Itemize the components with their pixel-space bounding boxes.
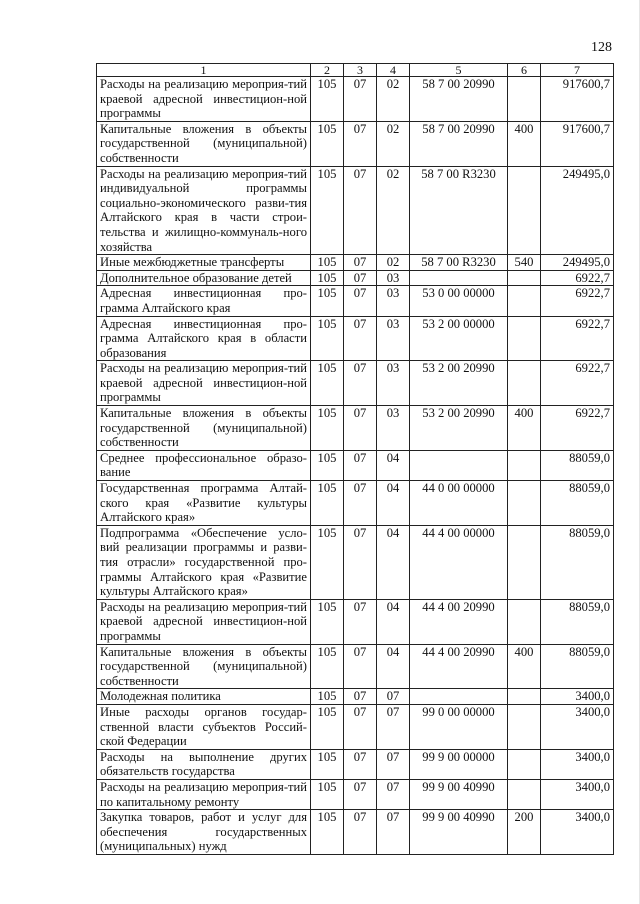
row-amount: 6922,7 [541,286,614,316]
row-expense-type [508,749,541,779]
row-subsection-code: 03 [377,270,410,286]
table-row [97,286,614,316]
row-amount: 3400,0 [541,749,614,779]
row-amount: 3400,0 [541,779,614,809]
row-subsection-code: 03 [377,316,410,361]
row-amount: 88059,0 [541,599,614,644]
row-section-code: 07 [344,286,377,316]
row-subsection-code: 07 [377,704,410,749]
row-name: Расходы на реализацию мероприя-тий индивидуальной программы социально-экономического разви-тия Алтайского края в части строи-тельства и жилищно-коммуналь-ного хозяйства [97,166,311,255]
row-name: Расходы на реализацию мероприя-тий краевой адресной инвестицион-ной программы [97,599,311,644]
row-target-article: 53 2 00 20990 [410,361,508,406]
row-section-code: 07 [344,270,377,286]
table-row [97,121,614,166]
row-amount: 6922,7 [541,361,614,406]
table-row [97,779,614,809]
budget-table [96,63,614,855]
table-row [97,450,614,480]
row-target-article [410,450,508,480]
row-subsection-code: 07 [377,749,410,779]
row-target-article: 53 2 00 00000 [410,316,508,361]
row-subsection-code: 04 [377,450,410,480]
row-name: Государственная программа Алтай-ского края «Развитие культуры Алтайского края» [97,481,311,526]
col-header-3: 3 [344,64,377,77]
row-subsection-code: 03 [377,286,410,316]
col-header-4: 4 [377,64,410,77]
row-ministry-code: 105 [311,270,344,286]
row-target-article: 99 9 00 40990 [410,810,508,855]
row-subsection-code: 07 [377,810,410,855]
row-ministry-code: 105 [311,361,344,406]
row-expense-type [508,689,541,705]
row-section-code: 07 [344,361,377,406]
row-expense-type: 400 [508,406,541,451]
col-header-7: 7 [541,64,614,77]
col-header-1: 1 [97,64,311,77]
row-subsection-code: 07 [377,779,410,809]
row-ministry-code: 105 [311,810,344,855]
row-name: Расходы на реализацию мероприя-тий краевой адресной инвестицион-ной программы [97,361,311,406]
row-expense-type [508,599,541,644]
col-header-2: 2 [311,64,344,77]
row-expense-type [508,316,541,361]
row-amount: 88059,0 [541,481,614,526]
row-subsection-code: 04 [377,644,410,689]
row-expense-type [508,525,541,599]
row-section-code: 07 [344,77,377,122]
table-row [97,316,614,361]
table-row [97,525,614,599]
row-expense-type [508,450,541,480]
row-ministry-code: 105 [311,749,344,779]
row-amount: 249495,0 [541,166,614,255]
row-ministry-code: 105 [311,286,344,316]
row-ministry-code: 105 [311,77,344,122]
row-expense-type [508,286,541,316]
row-expense-type: 400 [508,644,541,689]
row-expense-type [508,361,541,406]
row-ministry-code: 105 [311,689,344,705]
row-section-code: 07 [344,704,377,749]
row-ministry-code: 105 [311,779,344,809]
row-name: Подпрограмма «Обеспечение усло-вий реализации программы и разви-тия отрасли» государственной про-граммы Алтайского края «Развитие культуры Алтайского края» [97,525,311,599]
row-target-article: 58 7 00 20990 [410,121,508,166]
table-row [97,749,614,779]
row-name: Дополнительное образование детей [97,270,311,286]
table-row [97,166,614,255]
row-amount: 88059,0 [541,450,614,480]
row-subsection-code: 04 [377,481,410,526]
row-expense-type: 200 [508,810,541,855]
row-name: Адресная инвестиционная про-грамма Алтайского края в области образования [97,316,311,361]
row-target-article: 58 7 00 20990 [410,77,508,122]
row-expense-type [508,779,541,809]
row-ministry-code: 105 [311,166,344,255]
page-number: 128 [591,40,612,55]
row-subsection-code: 04 [377,525,410,599]
row-ministry-code: 105 [311,406,344,451]
row-expense-type [508,270,541,286]
row-subsection-code: 02 [377,77,410,122]
row-section-code: 07 [344,450,377,480]
table-row [97,644,614,689]
row-name: Расходы на выполнение других обязательств государства [97,749,311,779]
row-target-article [410,689,508,705]
table-row [97,406,614,451]
row-amount: 3400,0 [541,810,614,855]
col-header-6: 6 [508,64,541,77]
row-subsection-code: 03 [377,406,410,451]
row-ministry-code: 105 [311,481,344,526]
row-name: Иные расходы органов государ-ственной власти субъектов Россий-ской Федерации [97,704,311,749]
row-expense-type [508,481,541,526]
row-section-code: 07 [344,525,377,599]
row-name: Капитальные вложения в объекты государственной (муниципальной) собственности [97,121,311,166]
table-row [97,361,614,406]
table-row [97,689,614,705]
row-target-article: 99 9 00 40990 [410,779,508,809]
row-section-code: 07 [344,810,377,855]
row-section-code: 07 [344,255,377,271]
table-row [97,481,614,526]
row-name: Расходы на реализацию мероприя-тий по капитальному ремонту [97,779,311,809]
row-target-article: 58 7 00 R3230 [410,255,508,271]
row-amount: 917600,7 [541,121,614,166]
row-ministry-code: 105 [311,316,344,361]
column-number-row [97,64,614,77]
row-ministry-code: 105 [311,599,344,644]
row-section-code: 07 [344,406,377,451]
row-ministry-code: 105 [311,644,344,689]
row-name: Капитальные вложения в объекты государственной (муниципальной) собственности [97,406,311,451]
row-target-article: 58 7 00 R3230 [410,166,508,255]
row-name: Молодежная политика [97,689,311,705]
row-expense-type: 400 [508,121,541,166]
row-target-article: 44 4 00 20990 [410,644,508,689]
row-section-code: 07 [344,121,377,166]
row-amount: 88059,0 [541,644,614,689]
row-amount: 3400,0 [541,689,614,705]
row-target-article: 44 4 00 20990 [410,599,508,644]
row-subsection-code: 04 [377,599,410,644]
row-name: Расходы на реализацию мероприя-тий краевой адресной инвестицион-ной программы [97,77,311,122]
table-row [97,255,614,271]
row-amount: 6922,7 [541,270,614,286]
row-section-code: 07 [344,644,377,689]
row-amount: 249495,0 [541,255,614,271]
row-expense-type [508,166,541,255]
row-target-article: 99 0 00 00000 [410,704,508,749]
row-target-article: 44 4 00 00000 [410,525,508,599]
table-row [97,810,614,855]
row-expense-type [508,704,541,749]
col-header-5: 5 [410,64,508,77]
row-section-code: 07 [344,779,377,809]
table-row [97,704,614,749]
row-section-code: 07 [344,599,377,644]
row-amount: 6922,7 [541,316,614,361]
row-section-code: 07 [344,689,377,705]
row-name: Иные межбюджетные трансферты [97,255,311,271]
row-name: Адресная инвестиционная про-грамма Алтайского края [97,286,311,316]
row-name: Капитальные вложения в объекты государственной (муниципальной) собственности [97,644,311,689]
row-amount: 3400,0 [541,704,614,749]
row-subsection-code: 02 [377,121,410,166]
row-target-article: 53 2 00 20990 [410,406,508,451]
row-section-code: 07 [344,749,377,779]
table-row [97,599,614,644]
row-subsection-code: 02 [377,166,410,255]
row-section-code: 07 [344,316,377,361]
row-ministry-code: 105 [311,450,344,480]
table-row [97,77,614,122]
row-ministry-code: 105 [311,255,344,271]
row-target-article: 99 9 00 00000 [410,749,508,779]
row-ministry-code: 105 [311,704,344,749]
row-amount: 6922,7 [541,406,614,451]
row-expense-type [508,77,541,122]
row-name: Среднее профессиональное образо-вание [97,450,311,480]
row-target-article: 44 0 00 00000 [410,481,508,526]
row-subsection-code: 03 [377,361,410,406]
row-section-code: 07 [344,166,377,255]
row-name: Закупка товаров, работ и услуг для обеспечения государственных (муниципальных) нужд [97,810,311,855]
row-expense-type: 540 [508,255,541,271]
table-row [97,270,614,286]
row-subsection-code: 07 [377,689,410,705]
row-ministry-code: 105 [311,121,344,166]
row-target-article: 53 0 00 00000 [410,286,508,316]
row-ministry-code: 105 [311,525,344,599]
row-subsection-code: 02 [377,255,410,271]
row-amount: 88059,0 [541,525,614,599]
row-section-code: 07 [344,481,377,526]
row-target-article [410,270,508,286]
row-amount: 917600,7 [541,77,614,122]
